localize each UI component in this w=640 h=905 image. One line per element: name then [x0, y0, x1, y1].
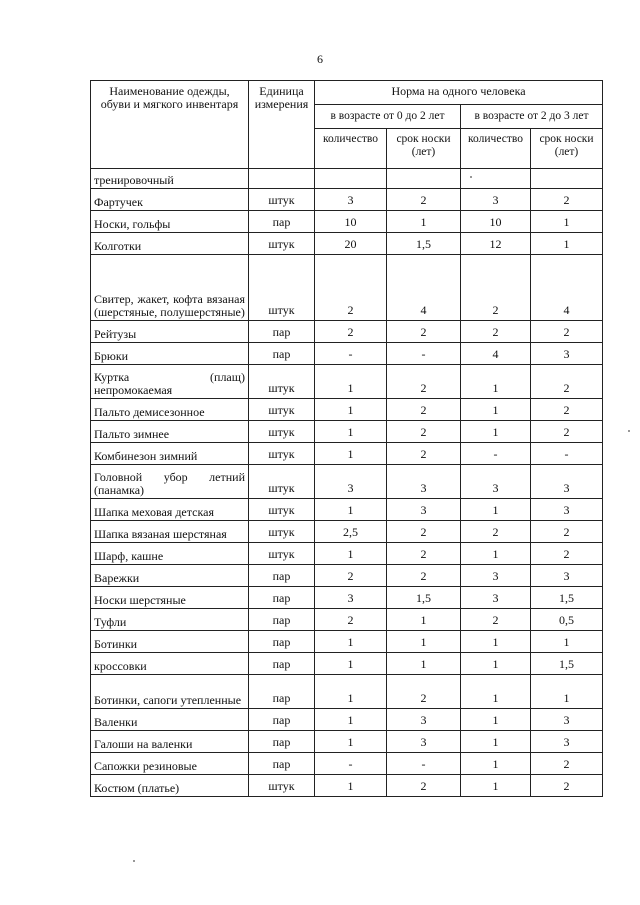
cell-qty-2-3: 4 [461, 343, 531, 365]
cell-wear-0-2: - [387, 343, 461, 365]
cell-qty-2-3: 1 [461, 731, 531, 753]
table-row [91, 675, 603, 709]
table-row [91, 399, 603, 421]
cell-unit: штук [249, 443, 315, 465]
header-wear-2-3: срок носки (лет) [531, 129, 603, 169]
cell-unit: штук [249, 543, 315, 565]
cell-name: Варежки [91, 565, 249, 587]
cell-wear-0-2: 2 [387, 775, 461, 797]
table-row [91, 543, 603, 565]
cell-wear-0-2: 2 [387, 543, 461, 565]
cell-qty-2-3: 1 [461, 753, 531, 775]
cell-name: кроссовки [91, 653, 249, 675]
cell-qty-0-2: 2 [315, 609, 387, 631]
header-norm: Норма на одного человека [315, 81, 603, 105]
header-wear-0-2: срок носки (лет) [387, 129, 461, 169]
cell-name: Куртка (плащ) непромокаемая [91, 365, 249, 399]
cell-unit: штук [249, 233, 315, 255]
cell-qty-2-3: - [461, 443, 531, 465]
cell-wear-0-2: 2 [387, 189, 461, 211]
cell-qty-2-3: 1 [461, 631, 531, 653]
cell-name: Пальто зимнее [91, 421, 249, 443]
cell-qty-2-3: 10 [461, 211, 531, 233]
cell-unit: пар [249, 211, 315, 233]
cell-qty-2-3: 2 [461, 321, 531, 343]
table-row [91, 365, 603, 399]
cell-wear-2-3: 2 [531, 421, 603, 443]
cell-qty-2-3: 3 [461, 565, 531, 587]
cell-qty-2-3 [461, 169, 531, 189]
table-row [91, 421, 603, 443]
cell-qty-2-3: 1 [461, 653, 531, 675]
table-row [91, 775, 603, 797]
cell-wear-0-2: 2 [387, 443, 461, 465]
cell-qty-2-3: 2 [461, 609, 531, 631]
cell-unit: пар [249, 631, 315, 653]
cell-qty-0-2: 1 [315, 631, 387, 653]
cell-qty-0-2: 3 [315, 465, 387, 499]
table-row [91, 189, 603, 211]
cell-qty-0-2: 1 [315, 653, 387, 675]
cell-unit: штук [249, 365, 315, 399]
cell-qty-2-3: 1 [461, 709, 531, 731]
header-unit: Единица измерения [249, 81, 315, 169]
cell-name: Свитер, жакет, кофта вязаная (шерстяные, полушерстяные) [91, 255, 249, 321]
cell-name: Колготки [91, 233, 249, 255]
cell-unit: пар [249, 609, 315, 631]
cell-wear-2-3: 0,5 [531, 609, 603, 631]
cell-wear-0-2: 2 [387, 321, 461, 343]
cell-wear-0-2: 1 [387, 653, 461, 675]
cell-qty-0-2: 2,5 [315, 521, 387, 543]
cell-qty-2-3: 1 [461, 365, 531, 399]
cell-qty-0-2: 2 [315, 321, 387, 343]
cell-wear-2-3: 3 [531, 709, 603, 731]
cell-wear-2-3: 2 [531, 365, 603, 399]
cell-wear-2-3: 1 [531, 675, 603, 709]
table-row [91, 565, 603, 587]
table-body [91, 169, 603, 797]
cell-name: Ботинки, сапоги утепленные [91, 675, 249, 709]
cell-wear-2-3: 1 [531, 631, 603, 653]
cell-wear-2-3: 3 [531, 499, 603, 521]
cell-wear-2-3: 3 [531, 565, 603, 587]
cell-wear-0-2: 2 [387, 521, 461, 543]
table-row [91, 587, 603, 609]
cell-qty-0-2: 1 [315, 775, 387, 797]
cell-unit: штук [249, 465, 315, 499]
table-row [91, 321, 603, 343]
cell-name: Рейтузы [91, 321, 249, 343]
cell-unit: пар [249, 709, 315, 731]
cell-qty-2-3: 2 [461, 255, 531, 321]
cell-name: Фартучек [91, 189, 249, 211]
table-row [91, 609, 603, 631]
cell-unit: пар [249, 343, 315, 365]
cell-wear-0-2: 1,5 [387, 587, 461, 609]
cell-wear-0-2: 2 [387, 421, 461, 443]
table-row [91, 233, 603, 255]
cell-unit: пар [249, 321, 315, 343]
cell-qty-2-3: 12 [461, 233, 531, 255]
cell-wear-0-2: 1 [387, 609, 461, 631]
cell-wear-0-2: 3 [387, 731, 461, 753]
cell-wear-0-2: 2 [387, 365, 461, 399]
cell-unit: штук [249, 775, 315, 797]
cell-qty-2-3: 3 [461, 587, 531, 609]
cell-wear-0-2: 3 [387, 465, 461, 499]
cell-qty-0-2: 1 [315, 499, 387, 521]
cell-name: тренировочный [91, 169, 249, 189]
cell-name: Костюм (платье) [91, 775, 249, 797]
cell-qty-0-2: 1 [315, 365, 387, 399]
cell-qty-2-3: 1 [461, 775, 531, 797]
cell-name: Брюки [91, 343, 249, 365]
table-row [91, 443, 603, 465]
table-row [91, 653, 603, 675]
table-row [91, 499, 603, 521]
cell-wear-0-2 [387, 169, 461, 189]
cell-qty-2-3: 2 [461, 521, 531, 543]
clothing-norms-table [90, 80, 603, 797]
cell-wear-0-2: 2 [387, 675, 461, 709]
cell-qty-2-3: 1 [461, 399, 531, 421]
cell-qty-0-2: 2 [315, 565, 387, 587]
table-row [91, 709, 603, 731]
cell-qty-0-2: 2 [315, 255, 387, 321]
table-row [91, 521, 603, 543]
cell-wear-0-2: 3 [387, 499, 461, 521]
header-age-0-2: в возрасте от 0 до 2 лет [315, 105, 461, 129]
cell-wear-2-3: 2 [531, 753, 603, 775]
cell-qty-0-2: 1 [315, 399, 387, 421]
cell-wear-2-3 [531, 169, 603, 189]
header-qty-0-2: количество [315, 129, 387, 169]
cell-qty-0-2: 1 [315, 421, 387, 443]
cell-qty-2-3: 3 [461, 465, 531, 499]
cell-wear-2-3: 1,5 [531, 653, 603, 675]
cell-name: Ботинки [91, 631, 249, 653]
cell-wear-2-3: 3 [531, 731, 603, 753]
cell-unit: пар [249, 675, 315, 709]
cell-unit: штук [249, 521, 315, 543]
cell-name: Шапка меховая детская [91, 499, 249, 521]
cell-wear-2-3: - [531, 443, 603, 465]
cell-unit: штук [249, 499, 315, 521]
cell-name: Валенки [91, 709, 249, 731]
table-row [91, 465, 603, 499]
table-row [91, 731, 603, 753]
cell-qty-2-3: 1 [461, 421, 531, 443]
cell-qty-0-2: 1 [315, 675, 387, 709]
cell-name: Сапожки резиновые [91, 753, 249, 775]
cell-name: Пальто демисезонное [91, 399, 249, 421]
cell-wear-2-3: 1 [531, 211, 603, 233]
cell-wear-0-2: 1 [387, 211, 461, 233]
cell-wear-2-3: 1 [531, 233, 603, 255]
cell-name: Галоши на валенки [91, 731, 249, 753]
cell-unit: штук [249, 255, 315, 321]
page-number: 6 [317, 52, 323, 66]
cell-qty-0-2: - [315, 753, 387, 775]
cell-wear-2-3: 3 [531, 343, 603, 365]
cell-qty-0-2: 3 [315, 587, 387, 609]
cell-unit [249, 169, 315, 189]
cell-unit: штук [249, 189, 315, 211]
cell-unit: пар [249, 565, 315, 587]
cell-unit: пар [249, 753, 315, 775]
cell-unit: штук [249, 421, 315, 443]
cell-wear-2-3: 2 [531, 189, 603, 211]
cell-name: Туфли [91, 609, 249, 631]
cell-wear-2-3: 4 [531, 255, 603, 321]
table-row [91, 343, 603, 365]
scan-speck [470, 176, 472, 178]
cell-unit: пар [249, 653, 315, 675]
table-row [91, 255, 603, 321]
cell-unit: пар [249, 587, 315, 609]
cell-qty-0-2: 1 [315, 443, 387, 465]
cell-wear-0-2: 1,5 [387, 233, 461, 255]
cell-wear-2-3: 2 [531, 321, 603, 343]
cell-name: Носки, гольфы [91, 211, 249, 233]
table-row [91, 753, 603, 775]
cell-wear-0-2: 2 [387, 565, 461, 587]
cell-unit: штук [249, 399, 315, 421]
cell-qty-0-2: - [315, 343, 387, 365]
cell-name: Головной убор летний (панамка) [91, 465, 249, 499]
cell-wear-2-3: 3 [531, 465, 603, 499]
cell-name: Носки шерстяные [91, 587, 249, 609]
cell-wear-0-2: - [387, 753, 461, 775]
cell-unit: пар [249, 731, 315, 753]
table-row [91, 169, 603, 189]
header-qty-2-3: количество [461, 129, 531, 169]
cell-wear-2-3: 2 [531, 543, 603, 565]
cell-wear-2-3: 2 [531, 521, 603, 543]
cell-qty-0-2: 3 [315, 189, 387, 211]
cell-wear-0-2: 2 [387, 399, 461, 421]
cell-qty-0-2: 10 [315, 211, 387, 233]
scan-speck [628, 430, 630, 432]
cell-qty-2-3: 1 [461, 543, 531, 565]
cell-qty-2-3: 1 [461, 499, 531, 521]
header-name: Наименование одежды, обуви и мягкого инвентаря [91, 81, 249, 169]
table-row [91, 211, 603, 233]
table-row [91, 631, 603, 653]
cell-wear-2-3: 1,5 [531, 587, 603, 609]
cell-qty-2-3: 1 [461, 675, 531, 709]
cell-wear-0-2: 3 [387, 709, 461, 731]
cell-wear-2-3: 2 [531, 775, 603, 797]
scan-speck [133, 860, 135, 862]
cell-qty-0-2: 20 [315, 233, 387, 255]
cell-qty-0-2: 1 [315, 731, 387, 753]
cell-wear-2-3: 2 [531, 399, 603, 421]
cell-qty-2-3: 3 [461, 189, 531, 211]
cell-name: Комбинезон зимний [91, 443, 249, 465]
cell-wear-0-2: 4 [387, 255, 461, 321]
cell-name: Шапка вязаная шерстяная [91, 521, 249, 543]
cell-wear-0-2: 1 [387, 631, 461, 653]
cell-qty-0-2: 1 [315, 543, 387, 565]
cell-name: Шарф, кашне [91, 543, 249, 565]
cell-qty-0-2 [315, 169, 387, 189]
header-age-2-3: в возрасте от 2 до 3 лет [461, 105, 603, 129]
cell-qty-0-2: 1 [315, 709, 387, 731]
